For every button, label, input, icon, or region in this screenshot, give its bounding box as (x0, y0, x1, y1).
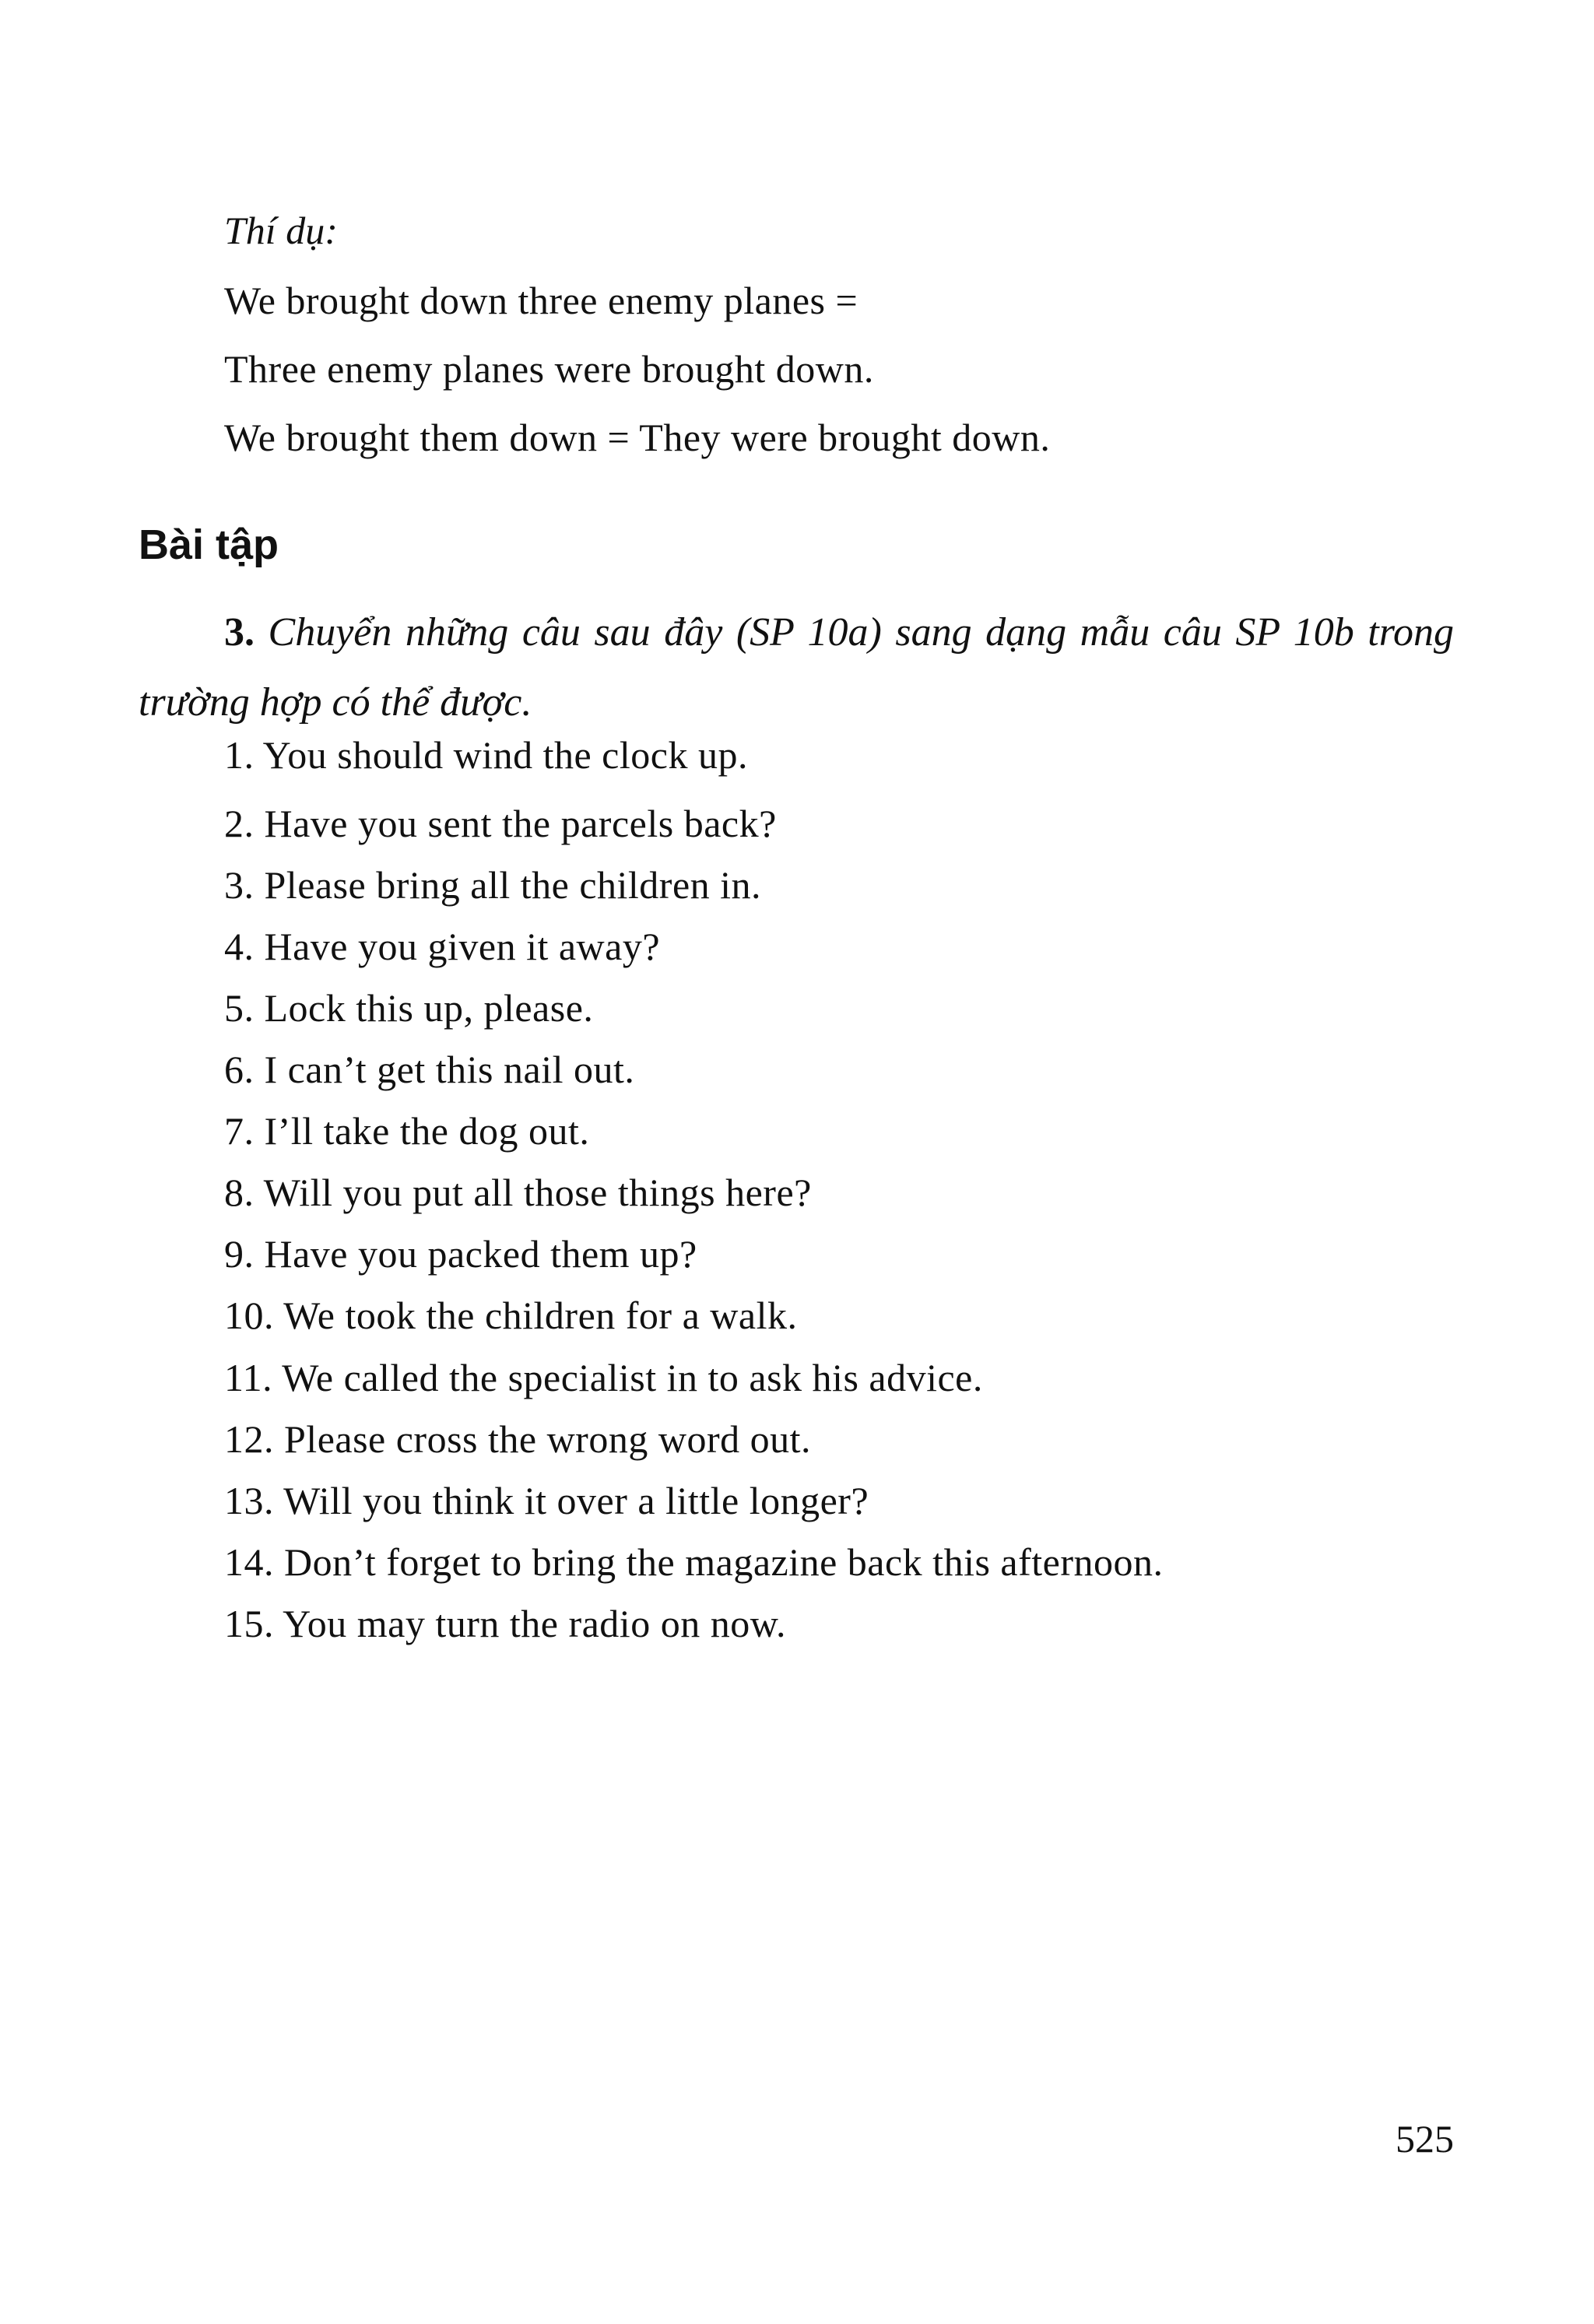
section-heading: Bài tập (139, 521, 279, 568)
list-item: 2. Have you sent the parcels back? (224, 802, 777, 845)
exercise-instruction (139, 598, 1454, 738)
list-item: 12. Please cross the wrong word out. (224, 1417, 811, 1461)
list-item: 5. Lock this up, please. (224, 986, 594, 1030)
list-item: 3. Please bring all the children in. (224, 863, 762, 907)
list-item: 9. Have you packed them up? (224, 1232, 697, 1276)
list-item: 10. We took the children for a walk. (224, 1294, 798, 1337)
example-label: Thí dụ: (224, 209, 338, 252)
exercise-number: 3. (224, 610, 255, 655)
list-item: 7. I’ll take the dog out. (224, 1109, 590, 1153)
example-line: We brought down three enemy planes = (224, 279, 858, 322)
list-item: 13. Will you think it over a little longer? (224, 1479, 869, 1522)
list-item: 4. Have you given it away? (224, 925, 661, 968)
example-line: Three enemy planes were brought down. (224, 347, 874, 391)
list-item: 8. Will you put all those things here? (224, 1171, 812, 1214)
list-item: 1. You should wind the clock up. (224, 733, 748, 777)
example-line: We brought them down = They were brought down. (224, 416, 1051, 459)
list-item: 6. I can’t get this nail out. (224, 1048, 635, 1091)
list-item: 14. Don’t forget to bring the magazine back this afternoon. (224, 1540, 1164, 1584)
exercise-instruction-text: Chuyển những câu sau đây (SP 10a) sang dạng mẫu câu SP 10b trong trường hợp có thể được. (139, 610, 1455, 725)
list-item: 15. You may turn the radio on now. (224, 1602, 787, 1645)
page-number: 525 (1396, 2117, 1454, 2161)
list-item: 11. We called the specialist in to ask his advice. (224, 1356, 983, 1399)
